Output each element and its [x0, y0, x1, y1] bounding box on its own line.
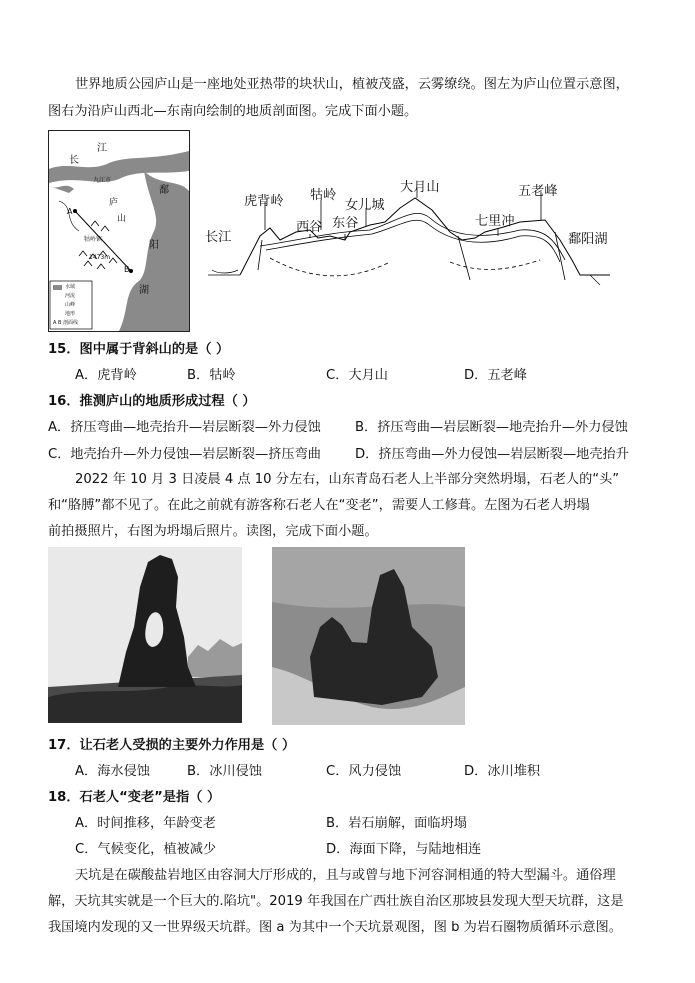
poyang-water	[119, 171, 189, 331]
geologic-profile	[200, 170, 620, 290]
map-label-hu: 湖	[139, 285, 149, 296]
map-label-elevation: 1473m	[89, 254, 111, 261]
map-label-a: A	[67, 207, 73, 216]
q15-option-d: D．五老峰	[464, 368, 527, 383]
q18-option-a: A．时间推移，年龄变老	[75, 816, 216, 831]
intro3-line3: 我国境内发现的又一世界级天坑群。图 a 为其中一个天坑景观图，图 b 为岩石圈物质循环示意图。	[48, 920, 622, 935]
lushan-location-map	[48, 130, 190, 332]
photo-after-collapse	[272, 547, 465, 725]
q17-option-b: B．冰川侵蚀	[187, 764, 262, 779]
question-15-stem: 15．图中属于背斜山的是（ ）	[48, 342, 230, 357]
q15-option-b: B．牯岭	[187, 368, 236, 383]
photo-before-collapse	[48, 547, 242, 723]
q16-option-a: A．挤压弯曲—地壳抬升—岩层断裂—外力侵蚀	[48, 420, 321, 435]
map-label-jiang: 江	[97, 143, 107, 154]
q17-option-c: C．风力侵蚀	[326, 764, 402, 779]
question-16-stem: 16．推测庐山的地质形成过程（ ）	[48, 394, 256, 409]
q16-option-d: D．挤压弯曲—外力侵蚀—岩层断裂—地壳抬升	[355, 447, 629, 462]
question-17-stem: 17．让石老人受损的主要外力作用是（ ）	[48, 738, 296, 753]
profile-label-poyanghu: 鄱阳湖	[568, 232, 608, 247]
intro3-line2: 解，天坑其实就是一个巨大的.陷坑"。2019 年我国在广西壮族自治区那坡县发现大型天坑群，这是	[48, 894, 624, 909]
map-label-guling-town: 牯岭镇	[84, 236, 103, 243]
q15-option-c: C．大月山	[326, 368, 388, 383]
legend-item-section: A B 剖面线	[53, 320, 79, 326]
intro2-line3: 前拍摄照片，右图为坍塌后照片。读图，完成下面小题。	[48, 524, 378, 539]
profile-label-nvercheng: 女儿城	[345, 198, 385, 213]
intro1-line2: 图右为沿庐山西北—东南向绘制的地质剖面图。完成下面小题。	[48, 104, 418, 119]
profile-label-qilichong: 七里冲	[475, 214, 515, 229]
legend-item-river: 河流	[65, 293, 76, 299]
q18-option-c: C．气候变化，植被减少	[75, 842, 217, 857]
profile-label-wulaofeng: 五老峰	[518, 184, 558, 199]
map-label-yang: 阳	[149, 240, 159, 251]
map-label-shan: 山	[117, 214, 127, 224]
legend-item-terrain: 地形	[65, 311, 76, 317]
intro1-line1: 世界地质公园庐山是一座地处亚热带的块状山，植被茂盛，云雾缭绕。图左为庐山位置示意图，	[75, 77, 629, 92]
profile-label-guling: 牯岭	[310, 188, 337, 203]
question-18-stem: 18．石老人“变老”是指（ ）	[48, 790, 221, 805]
intro3-line1: 天坑是在碳酸盐岩地区由容洞大厅形成的，且与或曾与地下河容洞相通的特大型漏斗。通俗理	[75, 868, 616, 883]
mountain-symbols	[79, 221, 117, 269]
intro2-line1: 2022 年 10 月 3 日凌晨 4 点 10 分左右，山东青岛石老人上半部分突然坍塌，石老人的“头”	[75, 472, 620, 487]
map-label-jiujiang: 九江市	[93, 177, 112, 184]
profile-label-donggu: 东谷	[332, 216, 359, 231]
q18-option-b: B．岩石崩解，面临坍塌	[326, 816, 467, 831]
q17-option-d: D．冰川堆积	[464, 764, 541, 779]
profile-label-dayueshan: 大月山	[400, 180, 440, 195]
legend-item-peak: 山峰	[65, 302, 76, 308]
q17-option-a: A．海水侵蚀	[75, 764, 150, 779]
q16-option-b: B．挤压弯曲—岩层断裂—地壳抬升—外力侵蚀	[355, 420, 628, 435]
profile-label-hubeiling: 虎背岭	[244, 194, 284, 209]
legend-item-water: 水域	[65, 284, 76, 290]
q15-option-a: A．虎背岭	[75, 368, 137, 383]
map-label-b: B	[124, 265, 130, 274]
profile-label-changjiang: 长江	[205, 230, 232, 245]
map-label-po: 鄱	[159, 185, 169, 196]
intro2-line2: 和“胳膊”都不见了。在此之前就有游客称石老人在“变老”，需要人工修葺。左图为石老人坍塌	[48, 498, 590, 513]
q16-option-c: C．地壳抬升—外力侵蚀—岩层断裂—挤压弯曲	[48, 447, 321, 462]
q18-option-d: D．海面下降，与陆地相连	[326, 842, 482, 857]
profile-label-xigu: 西谷	[296, 220, 323, 235]
map-label-chang: 长	[69, 155, 79, 166]
map-label-lu: 庐	[109, 198, 119, 208]
